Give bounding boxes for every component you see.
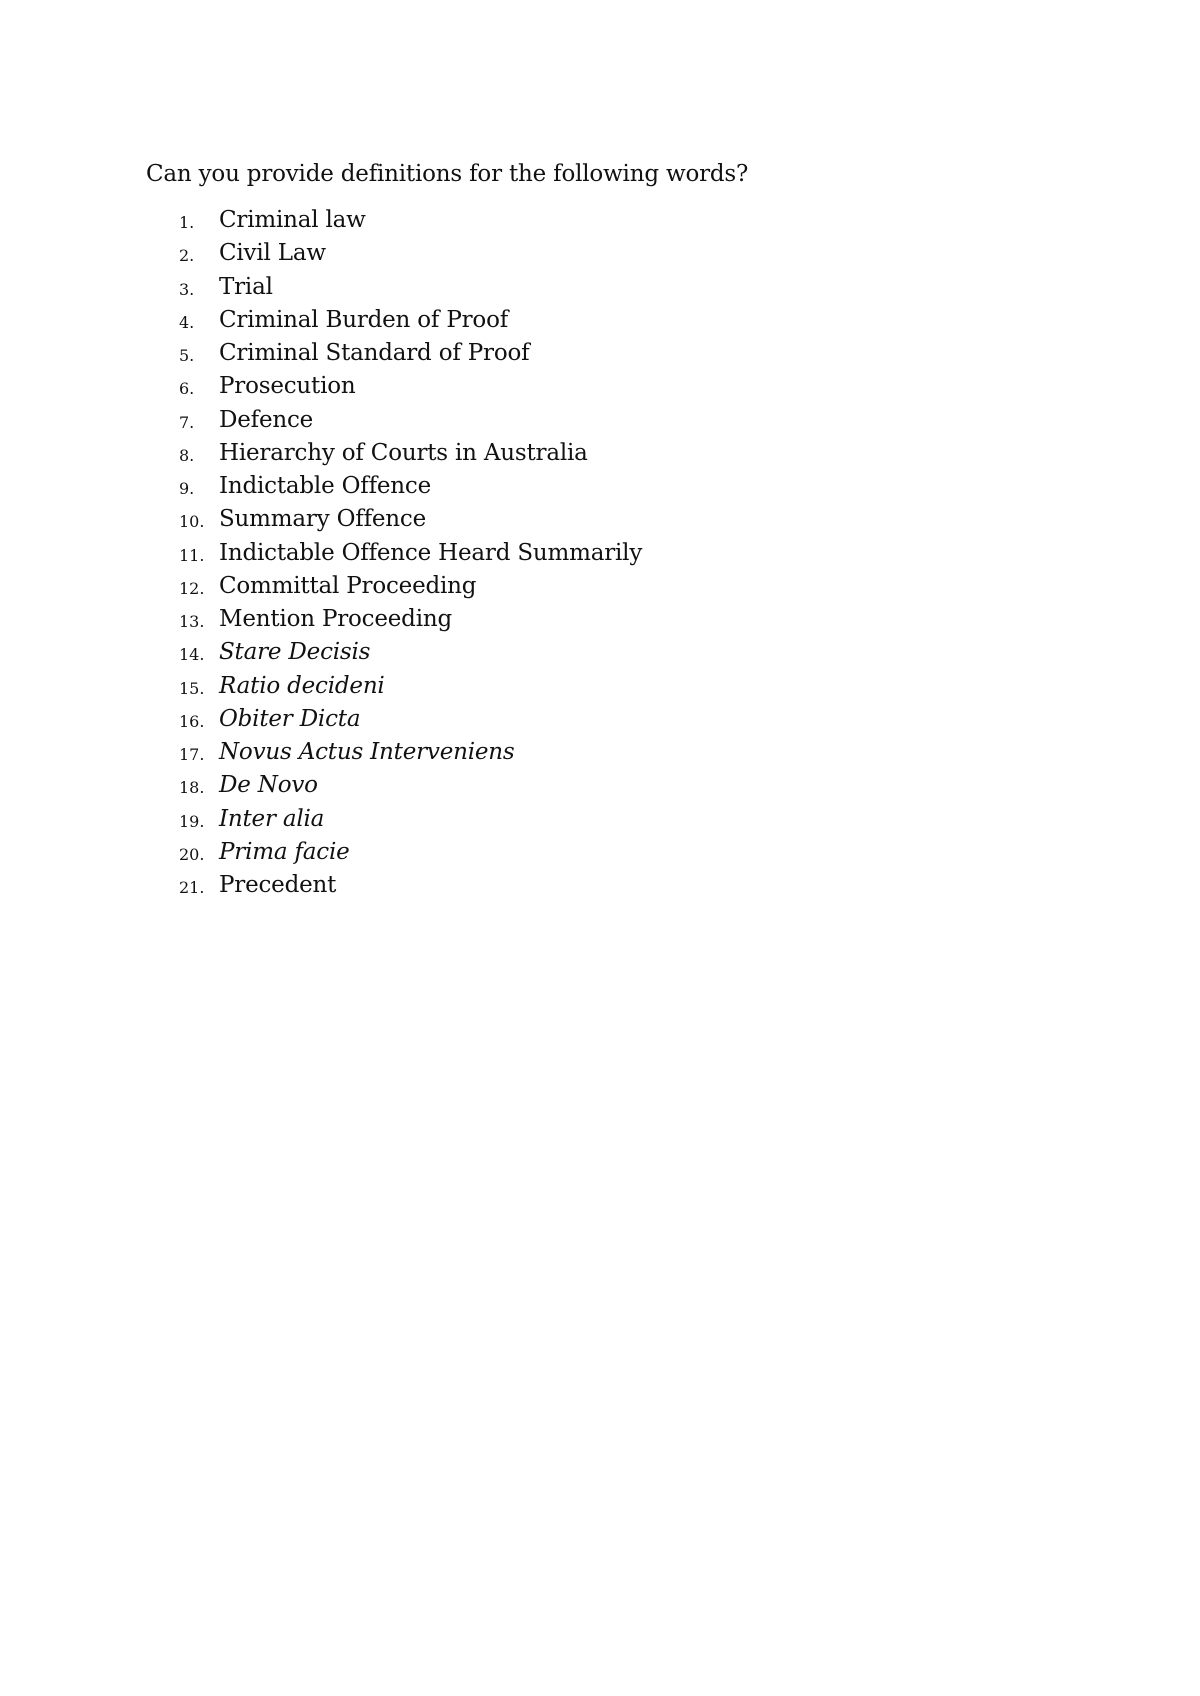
term-text: Prosecution [219, 373, 356, 400]
term-text: Prima facie [219, 838, 350, 865]
term-text: Criminal Burden of Proof [219, 306, 509, 333]
term-number: 2. [179, 246, 195, 266]
term-text: Indictable Offence [219, 473, 432, 499]
term-number: 3. [179, 279, 195, 299]
term-number: 12. [179, 578, 205, 598]
term-text: Trial [219, 273, 273, 300]
term-number: 20. [179, 844, 205, 864]
term-text: Summary Offence [219, 506, 426, 533]
term-number: 21. [179, 878, 205, 897]
term-number: 13. [179, 612, 205, 631]
term-text: Ratio decideni [219, 672, 385, 699]
term-text: Stare Decisis [219, 639, 371, 666]
term-text: Mention Proceeding [219, 606, 452, 632]
term-text: Defence [219, 406, 314, 433]
term-text: Criminal Standard of Proof [219, 340, 530, 366]
term-text: Precedent [219, 872, 337, 898]
term-number: 18. [179, 778, 205, 798]
term-number: 8. [179, 445, 195, 465]
term-number: 5. [179, 346, 195, 365]
term-text: Criminal law [219, 207, 366, 233]
term-text: Civil Law [219, 240, 326, 267]
term-number: 11. [179, 545, 205, 565]
term-number: 10. [179, 512, 205, 532]
term-text: Indictable Offence Heard Summarily [219, 539, 643, 566]
term-text: Obiter Dicta [219, 705, 361, 732]
term-text: Inter alia [219, 805, 325, 832]
term-number: 15. [179, 678, 205, 698]
term-text: Hierarchy of Courts in Australia [219, 439, 588, 466]
term-number: 14. [179, 645, 205, 665]
term-number: 17. [179, 745, 205, 764]
term-number: 16. [179, 711, 205, 731]
term-number: 9. [179, 479, 195, 498]
intro-question: Can you provide definitions for the following words? [146, 161, 749, 187]
term-number: 7. [179, 412, 195, 432]
term-text: Committal Proceeding [219, 572, 477, 599]
term-number: 19. [179, 811, 205, 831]
term-text: Novus Actus Interveniens [219, 739, 515, 765]
term-number: 4. [179, 312, 195, 332]
term-text: De Novo [219, 772, 318, 799]
term-number: 6. [179, 379, 195, 399]
term-number: 1. [179, 213, 195, 232]
